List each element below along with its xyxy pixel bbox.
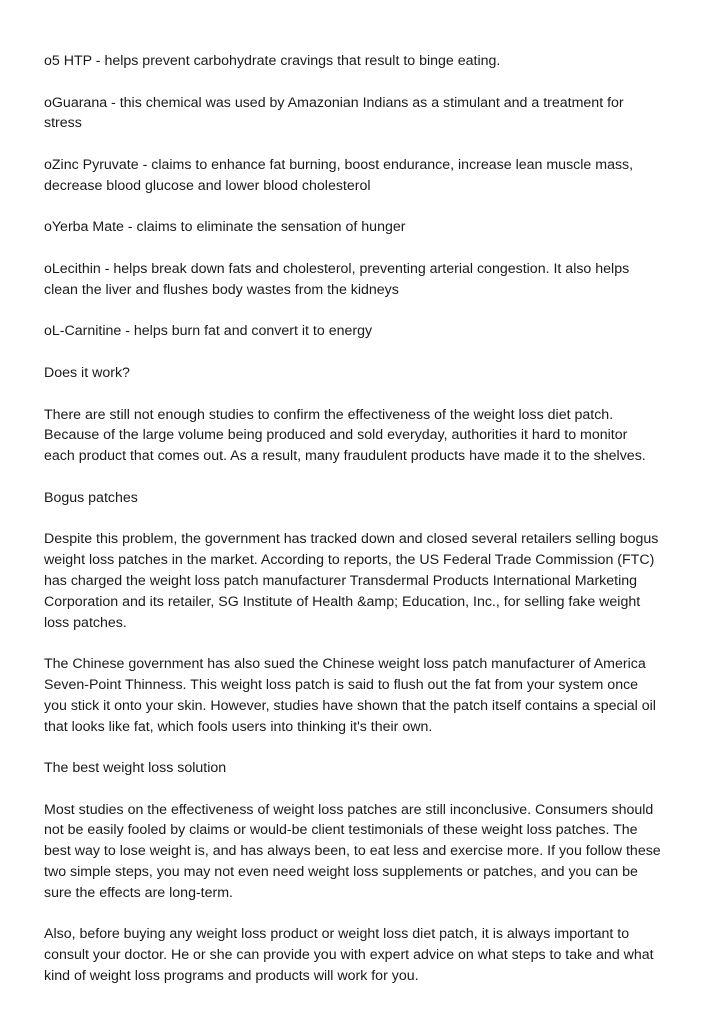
text-line: Also, before buying any weight loss product or weight loss diet patch, it is always important to	[44, 926, 630, 943]
text-line: There are still not enough studies to confirm the effectiveness of the weight loss diet patch.	[44, 406, 614, 423]
text-line: has charged the weight loss patch manufacturer Transdermal Products International Marketing	[44, 572, 638, 589]
body-paragraph	[44, 924, 694, 986]
text-line: Despite this problem, the government has tracked down and closed several retailers selling bogus	[44, 531, 659, 548]
body-paragraph	[44, 529, 694, 633]
text-line: you stick it onto your skin. However, studies have shown that the patch itself contains a special oil	[44, 697, 656, 714]
heading-line: The best weight loss solution	[44, 760, 227, 777]
text-line: oZinc Pyruvate - claims to enhance fat burning, boost endurance, increase lean muscle mass,	[44, 156, 634, 173]
text-line: decrease blood glucose and lower blood cholesterol	[44, 177, 371, 194]
body-paragraph	[44, 405, 694, 467]
text-line: sure the effects are long-term.	[44, 884, 233, 901]
heading-line: Does it work?	[44, 364, 130, 381]
text-line: oYerba Mate - claims to eliminate the sensation of hunger	[44, 219, 406, 236]
list-item-yerba-mate	[44, 217, 694, 238]
text-line: best way to lose weight is, and has always been, to eat less and exercise more. If you follow these	[44, 843, 661, 860]
body-paragraph	[44, 800, 694, 904]
text-line: o5 HTP - helps prevent carbohydrate cravings that result to binge eating.	[44, 53, 501, 69]
list-item-guarana	[44, 93, 694, 135]
text-line: Because of the large volume being produced and sold everyday, authorities it hard to monitor	[44, 427, 628, 444]
section-heading-does-it-work	[44, 363, 694, 384]
text-line: oL-Carnitine - helps burn fat and convert it to energy	[44, 323, 373, 340]
list-item-5-htp	[44, 51, 694, 72]
body-paragraph	[44, 654, 694, 737]
text-line: consult your doctor. He or she can provide you with expert advice on what steps to take and what	[44, 947, 654, 964]
text-line: oLecithin - helps break down fats and cholesterol, preventing arterial congestion. It also helps	[44, 260, 630, 277]
text-line: kind of weight loss programs and products will work for you.	[44, 968, 419, 985]
section-heading-bogus-patches	[44, 488, 694, 509]
text-line: weight loss patches in the market. According to reports, the US Federal Trade Commission (FTC)	[44, 552, 655, 569]
text-line: stress	[44, 115, 82, 132]
text-line: each product that comes out. As a result, many fraudulent products have made it to the shelves.	[44, 448, 646, 465]
text-line: Seven-Point Thinness. This weight loss patch is said to flush out the fat from your system once	[44, 676, 639, 693]
document-page	[44, 51, 694, 1008]
text-line: Most studies on the effectiveness of weight loss patches are still inconclusive. Consumers should	[44, 801, 654, 818]
heading-line: Bogus patches	[44, 489, 138, 506]
list-item-l-carnitine	[44, 321, 694, 342]
text-line: two simple steps, you may not even need weight loss supplements or patches, and you can be	[44, 864, 638, 881]
text-line: loss patches.	[44, 614, 127, 631]
text-line: oGuarana - this chemical was used by Amazonian Indians as a stimulant and a treatment for	[44, 94, 624, 111]
text-line: clean the liver and flushes body wastes from the kidneys	[44, 281, 399, 298]
text-line: not be easily fooled by claims or would-be client testimonials of these weight loss patches. The	[44, 822, 638, 839]
list-item-zinc-pyruvate	[44, 155, 694, 197]
text-line: that looks like fat, which fools users into thinking it's their own.	[44, 718, 433, 735]
text-line: The Chinese government has also sued the Chinese weight loss patch manufacturer of America	[44, 656, 646, 673]
section-heading-best-solution	[44, 758, 694, 779]
list-item-lecithin	[44, 259, 694, 301]
text-line: Corporation and its retailer, SG Institute of Health &amp; Education, Inc., for selling fake weight	[44, 593, 641, 610]
